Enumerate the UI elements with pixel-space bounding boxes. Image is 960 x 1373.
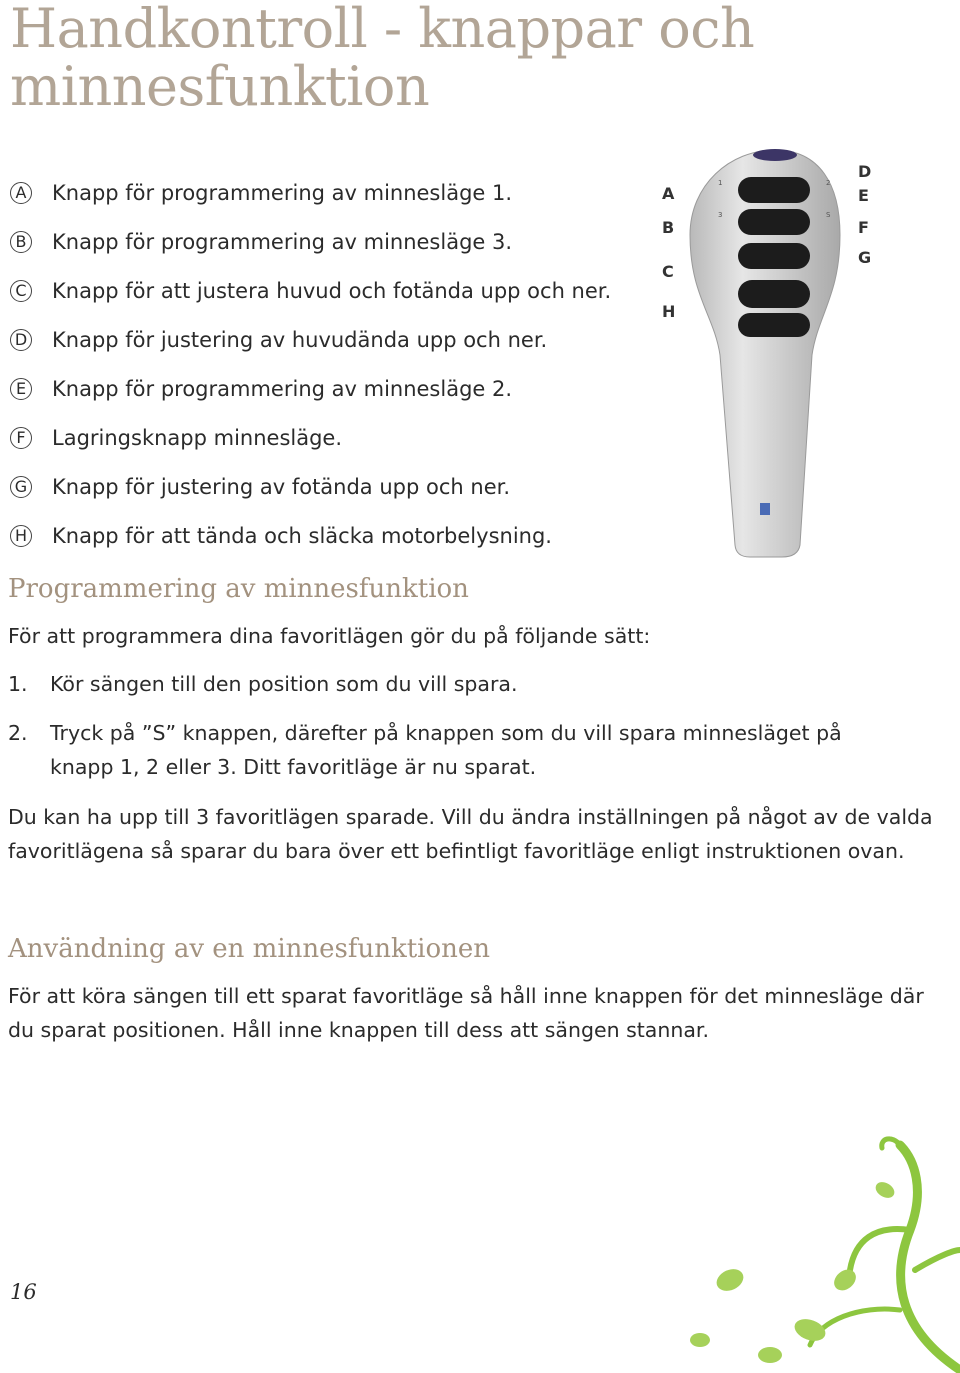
legend-key: E	[10, 378, 32, 400]
legend-key: G	[10, 476, 32, 498]
usage-text: För att köra sängen till ett sparat favoritläge så håll inne knappen för det minnesläge där du sparat positionen. Håll inne knappen till dess att sängen stannar.	[8, 984, 924, 1042]
remote-label-f: F	[858, 218, 869, 237]
legend-item-b	[10, 217, 660, 266]
legend-text: Knapp för programmering av minnesläge 2.	[52, 376, 513, 401]
button-legend	[10, 168, 660, 560]
programming-outro: Du kan ha upp till 3 favoritlägen sparade. Vill du ändra inställningen på något av de valda favoritlägena så sparar du bara över ett befintligt favoritläge enligt instruktionen ovan.	[8, 805, 933, 863]
legend-item-a	[10, 168, 660, 217]
programming-intro: För att programmera dina favoritlägen gör du på följande sätt:	[8, 624, 651, 648]
remote-label-g: G	[858, 248, 872, 267]
step-item	[8, 667, 908, 701]
step-text: Tryck på ”S” knappen, därefter på knappen som du vill spara minnesläget på knapp 1, 2 eller 3. Ditt favoritläge är nu sparat.	[50, 721, 842, 779]
legend-text: Knapp för programmering av minnesläge 1.	[52, 180, 513, 205]
legend-text: Knapp för att justera huvud och fotända upp och ner.	[52, 278, 612, 303]
step-number: 1.	[8, 672, 28, 696]
legend-text: Knapp för programmering av minnesläge 3.	[52, 229, 513, 254]
legend-text: Lagringsknapp minnesläge.	[52, 425, 343, 450]
legend-item-f	[10, 413, 660, 462]
legend-key: B	[10, 231, 32, 253]
legend-text: Knapp för justering av huvudända upp och ner.	[52, 327, 548, 352]
legend-item-g	[10, 462, 660, 511]
step-item	[8, 716, 908, 784]
step-text: Kör sängen till den position som du vill spara.	[50, 672, 518, 696]
remote-label-b: B	[662, 218, 675, 237]
section-heading-usage: Användning av en minnesfunktionen	[8, 934, 491, 964]
legend-text: Knapp för att tända och släcka motorbelysning.	[52, 523, 552, 548]
remote-number-1: 1	[718, 179, 723, 187]
vine-decoration	[660, 1130, 960, 1373]
legend-key: H	[10, 525, 32, 547]
page-title: Handkontroll - knappar och minnesfunktion	[10, 0, 755, 118]
remote-number-s: S	[826, 211, 831, 219]
legend-key: C	[10, 280, 32, 302]
remote-control-image	[650, 145, 900, 565]
step-number: 2.	[8, 721, 28, 745]
logo-icon	[760, 503, 770, 515]
legend-key: F	[10, 427, 32, 449]
legend-item-e	[10, 364, 660, 413]
legend-item-h	[10, 511, 660, 560]
section-heading-programming: Programmering av minnesfunktion	[8, 574, 469, 604]
remote-label-d: D	[858, 162, 872, 181]
legend-key: A	[10, 182, 32, 204]
legend-item-c	[10, 266, 660, 315]
legend-key: D	[10, 329, 32, 351]
legend-text: Knapp för justering av fotända upp och ner.	[52, 474, 510, 499]
page-number: 16	[10, 1280, 37, 1304]
remote-number-2: 2	[826, 179, 831, 187]
remote-number-3: 3	[718, 211, 723, 219]
remote-label-a: A	[662, 184, 675, 203]
remote-label-h: H	[662, 302, 676, 321]
indicator-light	[753, 149, 797, 161]
remote-label-e: E	[858, 186, 869, 205]
remote-label-c: C	[662, 262, 674, 281]
legend-item-d	[10, 315, 660, 364]
